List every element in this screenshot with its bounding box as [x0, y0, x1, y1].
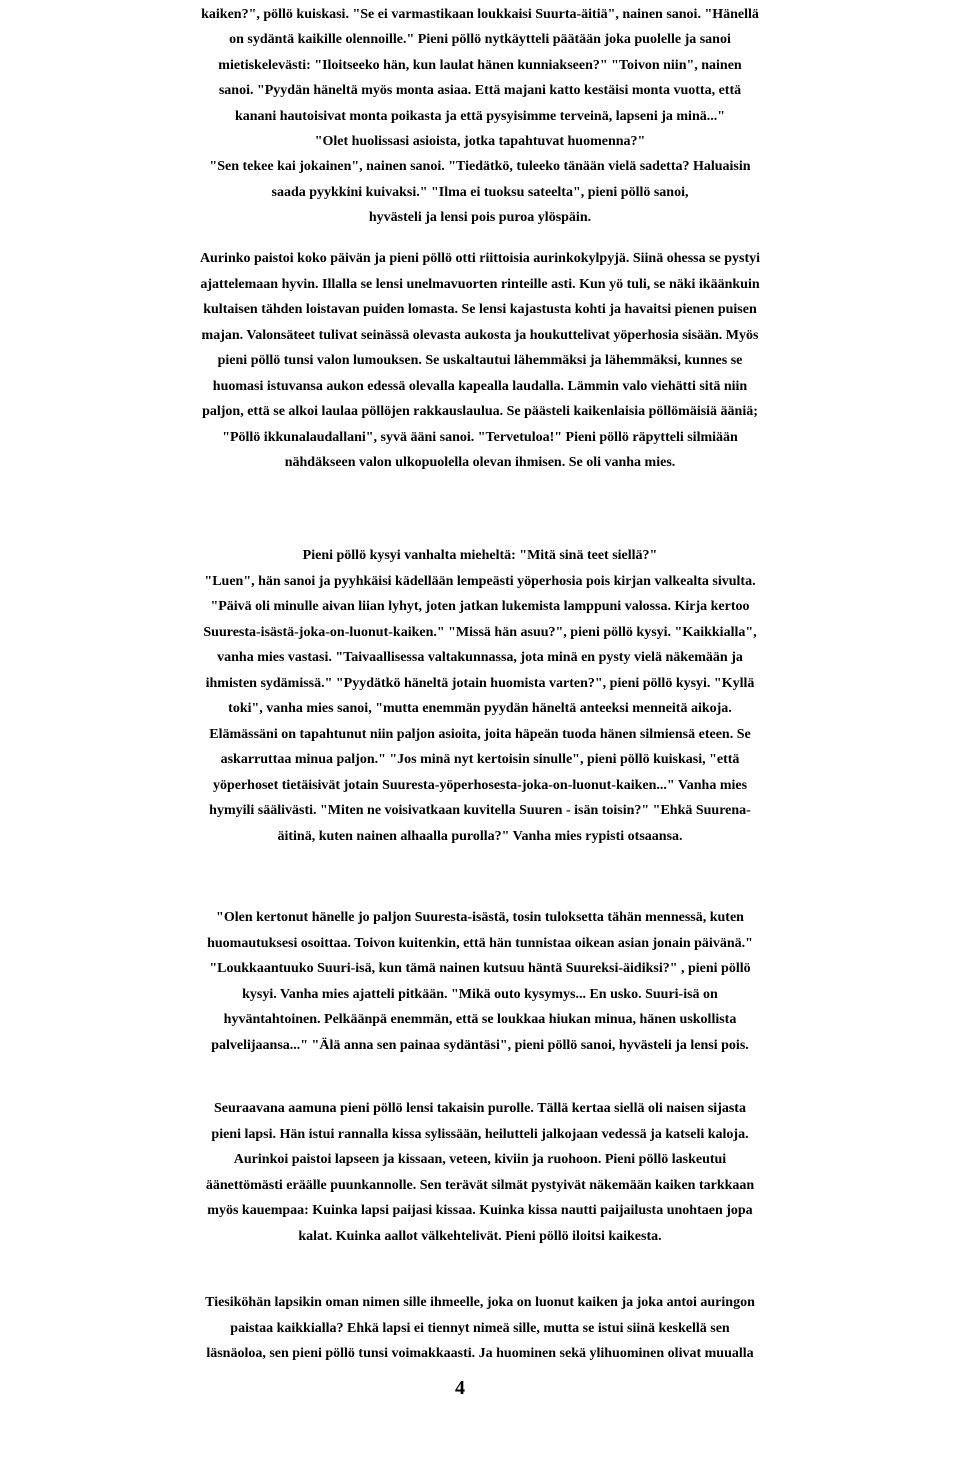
- text-line: sanoi. "Pyydän häneltä myös monta asiaa. Että majani katto kestäisi monta vuotta, että: [218, 83, 742, 99]
- text-line: Aurinko paistoi koko päivän ja pieni pöllö otti riittoisia aurinkokylpyjä. Siinä ohessa se pystyi: [199, 251, 761, 266]
- text-line: kysyi. Vanha mies ajatteli pitkään. "Mikä outo kysymys... En usko. Suuri-isä on: [242, 986, 718, 1002]
- text-line: ajattelemaan hyvin. Illalla se lensi unelmavuorten rinteille asti. Kun yö tuli, se näki ikäänkuin: [200, 276, 760, 292]
- text-line: kultaisen tähden loistavan puiden lomasta. Se lensi kajastusta kohti ja havaitsi pienen puisen: [203, 302, 757, 317]
- text-line: Pieni pöllö kysyi vanhalta mieheltä: "Mitä sinä teet siellä?": [302, 548, 658, 563]
- text-line: Suuresta-isästä-joka-on-luonut-kaiken." "Missä hän asuu?", pieni pöllö kysyi. "Kaikkialla",: [203, 624, 757, 640]
- text-line: on sydäntä kaikille olennoille." Pieni pöllö nytkäytteli päätään joka puolelle ja sanoi: [229, 32, 731, 48]
- text-line: hyväntahtoinen. Pelkäänpä enemmän, että se loukkaa hiukan minua, hänen uskollista: [223, 1012, 737, 1027]
- text-line: myös kauempaa: Kuinka lapsi paijasi kissaa. Kuinka kissa nautti paijailusta unohtaen jopa: [207, 1203, 753, 1218]
- text-line: "Olet huolissasi asioista, jotka tapahtuvat huomenna?": [314, 134, 646, 149]
- text-line: pieni lapsi. Hän istui rannalla kissa sylissään, heilutteli jalkojaan vedessä ja katseli kaloja.: [211, 1126, 749, 1142]
- text-line: vanha mies vastasi. "Taivaallisessa valtakunnassa, jota minä en pysty vielä näkemään ja: [217, 650, 743, 665]
- text-line: nähdäkseen valon ulkopuolella olevan ihmisen. Se oli vanha mies.: [284, 455, 676, 470]
- text-line: "Luen", hän sanoi ja pyyhkäisi kädellään lempeästi yöperhosia pois kirjan valkealta sivulta.: [204, 573, 756, 589]
- text-line: huomautuksesi osoittaa. Toivon kuitenkin, että hän tunnistaa oikean asian jonain päivänä.": [207, 935, 753, 951]
- text-line: "Olen kertonut hänelle jo paljon Suuresta-isästä, tosin tuloksetta tähän mennessä, kuten: [216, 910, 744, 925]
- text-line: saada pyykkini kuivaksi." "Ilma ei tuoksu sateelta", pieni pöllö sanoi,: [271, 184, 689, 200]
- text-line: "Loukkaantuuko Suuri-isä, kun tämä nainen kutsuu häntä Suureksi-äidiksi?" , pieni pöllö: [209, 961, 751, 976]
- page-number: 4: [455, 1377, 465, 1399]
- text-line: Aurinkoi paistoi lapseen ja kissaan, veteen, kiviin ja ruohoon. Pieni pöllö laskeutui: [233, 1152, 727, 1167]
- text-line: hyvästeli ja lensi pois puroa ylöspäin.: [368, 210, 592, 226]
- text-line: pieni pöllö tunsi valon lumouksen. Se uskaltautui lähemmäksi ja lähemmäksi, kunnes se: [217, 353, 743, 368]
- text-line: "Pöllö ikkunalaudallani", syvä ääni sanoi. "Tervetuloa!" Pieni pöllö räpytteli silmiään: [222, 429, 738, 445]
- text-line: kanani hautoisivat monta poikasta ja että pysyisimme terveinä, lapseni ja minä...": [234, 108, 726, 124]
- text-line: "Päivä oli minulle aivan liian lyhyt, joten jatkan lukemista lamppuni valossa. Kirja kertoo: [210, 599, 750, 614]
- text-line: paljon, että se alkoi laulaa pöllöjen rakkauslaulua. Se päästeli kaikenlaisia pöllömäisiä ääniä;: [202, 404, 758, 419]
- text-line: paistaa kaikkialla? Ehkä lapsi ei tiennyt nimeä sille, mutta se istui siinä keskellä sen: [230, 1320, 730, 1336]
- text-line: kalat. Kuinka aallot välkehtelivät. Pieni pöllö iloitsi kaikesta.: [298, 1228, 662, 1244]
- text-line: kaiken?", pöllö kuiskasi. "Se ei varmastikaan loukkaisi Suurta-äitiä", nainen sanoi. "Hänellä: [201, 7, 759, 22]
- text-line: ihmisten sydämissä." "Pyydätkö häneltä jotain huomista varten?", pieni pöllö kysyi. "Kyllä: [205, 675, 755, 691]
- text-line: äänettömästi eräälle puunkannolle. Sen terävät silmät pystyivät näkemään kaiken tarkkaan: [205, 1177, 755, 1193]
- text-line: askarruttaa minua paljon." "Jos minä nyt kertoisin sinulle", pieni pöllö kuiskasi, "että: [220, 752, 740, 767]
- text-line: läsnäoloa, sen pieni pöllö tunsi voimakkaasti. Ja huominen sekä ylihuominen olivat muualla: [206, 1346, 754, 1361]
- text-line: palvelijaansa..." "Älä anna sen painaa sydäntäsi", pieni pöllö sanoi, hyvästeli ja lensi pois.: [211, 1037, 749, 1053]
- text-line: hymyili säälivästi. "Miten ne voisivatkaan kuvitella Suuren - isän toisin?" "Ehkä Suurena-: [209, 803, 751, 818]
- text-line: yöperhoset tietäisivät jotain Suuresta-yöperhosesta-joka-on-luonut-kaiken..." Vanha mies: [212, 777, 748, 793]
- text-line: äitinä, kuten nainen alhaalla purolla?" Vanha mies rypisti otsaansa.: [277, 828, 683, 844]
- text-line: huomasi istuvansa aukon edessä olevalla kapealla laudalla. Lämmin valo viehätti sitä niin: [212, 378, 748, 394]
- text-line: majan. Valonsäteet tulivat seinässä olevasta aukosta ja houkuttelivat yöperhosia sisään. Myös: [201, 327, 759, 343]
- text-line: Seuraavana aamuna pieni pöllö lensi takaisin purolle. Tällä kertaa siellä oli naisen sijasta: [214, 1101, 746, 1116]
- text-line: toki", vanha mies sanoi, "mutta enemmän pyydän häneltä anteeksi menneitä aikoja.: [228, 701, 732, 716]
- text-line: Elämässäni on tapahtunut niin paljon asioita, joita häpeän tuoda hänen silmiensä eteen. Se: [209, 726, 751, 742]
- text-line: Tiesiköhän lapsikin oman nimen sille ihmeelle, joka on luonut kaiken ja joka antoi auringon: [205, 1295, 755, 1310]
- text-line: "Sen tekee kai jokainen", nainen sanoi. "Tiedätkö, tuleeko tänään vielä sadetta? Haluaisin: [209, 159, 751, 175]
- text-line: mietiskelevästi: "Iloitseeko hän, kun laulat hänen kunniakseen?" "Toivon niin", nainen: [218, 57, 742, 73]
